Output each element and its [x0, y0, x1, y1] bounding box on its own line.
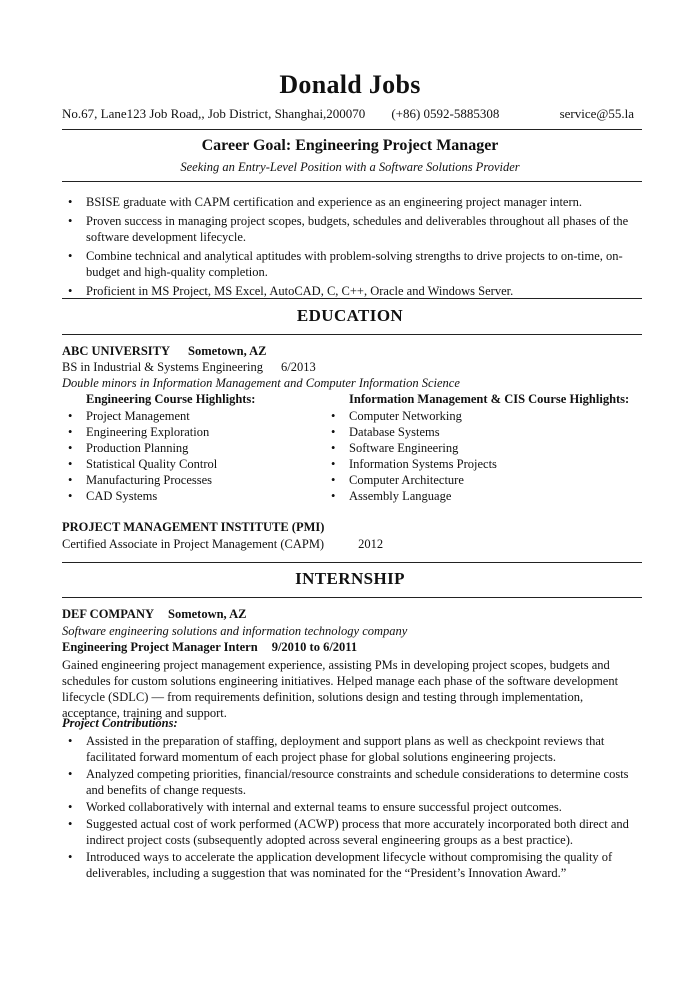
goal-divider	[62, 181, 642, 182]
summary-list	[62, 194, 634, 302]
cis-courses-heading: Information Management & CIS Course Highlights:	[349, 392, 630, 406]
certification-year: 2012	[358, 537, 384, 551]
course-item: • Production Planning	[62, 440, 322, 456]
institute-name: PROJECT MANAGEMENT INSTITUTE (PMI)	[62, 520, 325, 534]
role-title: Engineering Project Manager Intern	[62, 640, 258, 654]
degree-date: 6/2013	[281, 360, 316, 374]
internship-top-divider	[62, 562, 642, 563]
company-name: DEF COMPANY	[62, 607, 154, 621]
minors: Double minors in Information Management and Computer Information Science	[62, 376, 460, 390]
career-goal-subtitle: Seeking an Entry-Level Position with a Software Solutions Provider	[180, 160, 520, 174]
course-item: • Database Systems	[325, 424, 625, 440]
course-item: • Manufacturing Processes	[62, 472, 322, 488]
school-line	[62, 344, 267, 359]
course-item: • Engineering Exploration	[62, 424, 322, 440]
course-item: • CAD Systems	[62, 488, 322, 504]
candidate-name: Donald Jobs	[279, 70, 421, 99]
course-item: • Computer Networking	[325, 408, 625, 424]
header-divider	[62, 129, 642, 130]
internship-heading: INTERNSHIP	[295, 569, 405, 588]
cis-course-list	[325, 408, 625, 504]
summary-item: • BSISE graduate with CAPM certification and experience as an engineering project manager intern.	[62, 194, 634, 210]
course-item: • Statistical Quality Control	[62, 456, 322, 472]
career-goal-title: Career Goal: Engineering Project Manager	[201, 137, 499, 154]
email: service@55.la	[559, 106, 634, 121]
role-description: Gained engineering project management experience, assisting PMs in developing project scopes, budgets and schedules for custom solutions engineering initiatives. Helped manage each phase of the software development lifecycle (SDLC) — from requirements definition, solutions design and testing through implementation, acceptance, training and support.	[62, 658, 619, 720]
internship-bottom-divider	[62, 597, 642, 598]
contact-line	[62, 106, 634, 122]
summary-item: • Combine technical and analytical aptitudes with problem-solving strengths to drive projects to on-time, on-budget and high-quality completion.	[62, 248, 634, 280]
course-item: • Computer Architecture	[325, 472, 625, 488]
engineering-course-list	[62, 408, 322, 504]
contribution-item: • Assisted in the preparation of staffing, deployment and support plans as well as checkpoint reviews that facilitated forward momentum of each project phase for global solutions engineering projects.	[62, 733, 636, 765]
phone: (+86) 0592-5885308	[391, 106, 500, 121]
school-name: ABC UNIVERSITY	[62, 344, 171, 358]
summary-item: • Proven success in managing project scopes, budgets, schedules and deliverables throughout all phases of the software development lifecycle.	[62, 213, 634, 245]
address-phone-group	[62, 106, 499, 122]
certification-line	[62, 537, 383, 552]
school-location: Sometown, AZ	[188, 344, 267, 358]
education-heading: EDUCATION	[296, 306, 404, 325]
engineering-courses-heading: Engineering Course Highlights:	[86, 392, 256, 406]
course-item: • Project Management	[62, 408, 322, 424]
education-bottom-divider	[62, 334, 642, 335]
address: No.67, Lane123 Job Road,, Job District, Shanghai,200070	[62, 106, 366, 121]
course-item: • Information Systems Projects	[325, 456, 625, 472]
company-location: Sometown, AZ	[168, 607, 247, 621]
course-item: • Assembly Language	[325, 488, 625, 504]
role-line	[62, 640, 357, 655]
contribution-item: • Introduced ways to accelerate the application development lifecycle without compromising the quality of deliverables, including a suggestion that was nominated for the “President’s Innovation Award.”	[62, 849, 636, 881]
company-description: Software engineering solutions and information technology company	[62, 624, 408, 638]
course-item: • Software Engineering	[325, 440, 625, 456]
contribution-item: • Worked collaboratively with internal and external teams to ensure successful project outcomes.	[62, 799, 636, 815]
certification: Certified Associate in Project Management (CAPM)	[62, 537, 325, 551]
contributions-list	[62, 733, 636, 882]
contribution-item: • Analyzed competing priorities, financial/resource constraints and schedule considerations to determine costs and benefits of change requests.	[62, 766, 636, 798]
degree-line	[62, 360, 316, 375]
summary-item: • Proficient in MS Project, MS Excel, AutoCAD, C, C++, Oracle and Windows Server.	[62, 283, 634, 299]
contributions-heading: Project Contributions:	[62, 716, 178, 730]
contribution-item: • Suggested actual cost of work performed (ACWP) process that more accurately incorporated both direct and indirect project costs (subsequently adopted across several engineering groups as a best practice).	[62, 816, 636, 848]
education-top-divider	[62, 298, 642, 299]
role-dates: 9/2010 to 6/2011	[271, 640, 358, 654]
degree: BS in Industrial & Systems Engineering	[62, 360, 264, 374]
company-line	[62, 607, 246, 622]
